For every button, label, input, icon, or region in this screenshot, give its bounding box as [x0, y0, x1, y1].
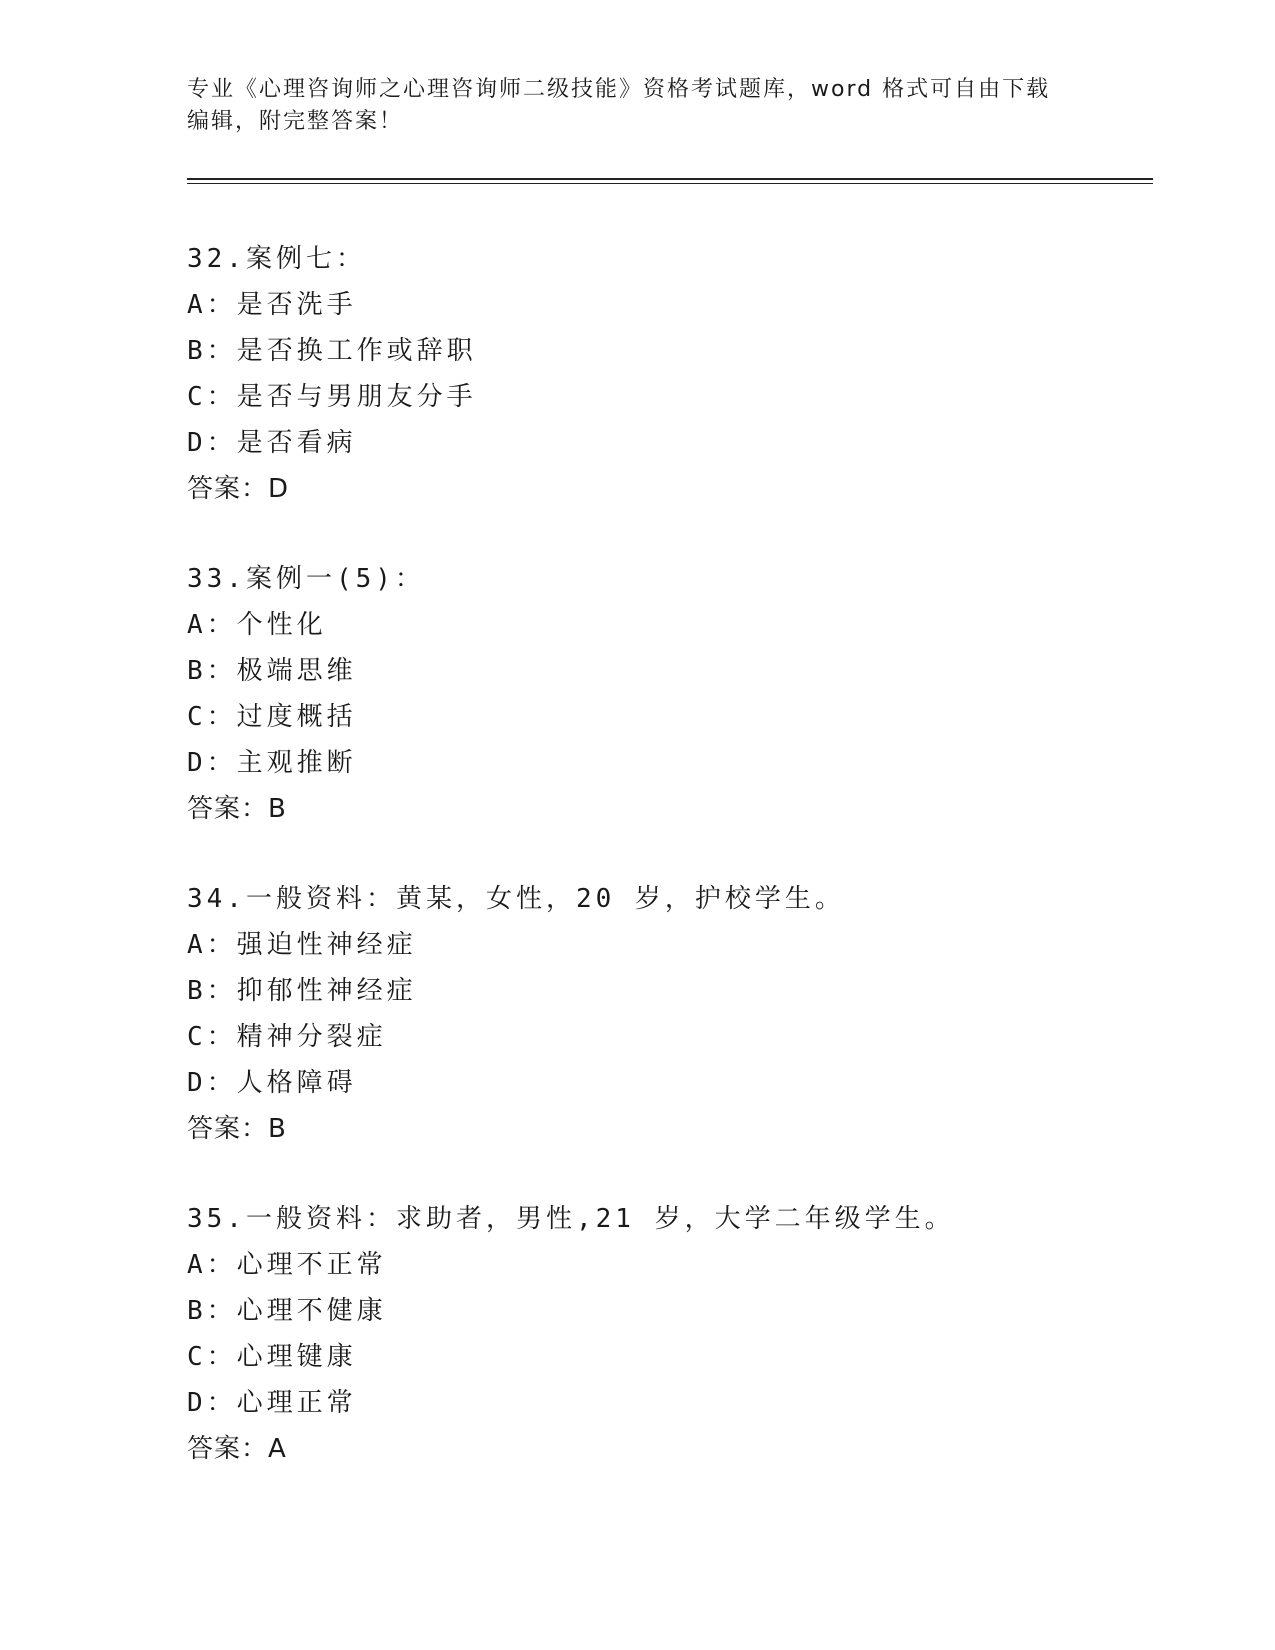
- option-a: A：个性化: [187, 610, 327, 640]
- question-stem: 32.案例七：: [187, 244, 366, 274]
- question-stem: 34.一般资料：黄某，女性，20 岁，护校学生。: [187, 884, 845, 914]
- answer: 答案：D: [187, 474, 290, 504]
- question-33: [187, 556, 1147, 832]
- option-c: C：精神分裂症: [187, 1022, 387, 1052]
- option-a: A：是否洗手: [187, 290, 357, 320]
- option-b: B：抑郁性神经症: [187, 976, 417, 1006]
- option-b: B：是否换工作或辞职: [187, 336, 477, 366]
- option-d: D：心理正常: [187, 1388, 357, 1418]
- question-stem: 33.案例一(5)：: [187, 564, 425, 594]
- question-32: [187, 236, 1147, 512]
- question-34: [187, 876, 1147, 1152]
- question-35: [187, 1196, 1147, 1472]
- header-divider-thin: [187, 183, 1153, 184]
- question-stem: 35.一般资料：求助者，男性,21 岁，大学二年级学生。: [187, 1204, 955, 1234]
- option-b: B：极端思维: [187, 656, 357, 686]
- answer: 答案：B: [187, 1114, 287, 1144]
- option-d: D：是否看病: [187, 428, 357, 458]
- header-divider: [187, 178, 1153, 180]
- option-d: D：人格障碍: [187, 1068, 357, 1098]
- document-header: [187, 74, 1087, 138]
- header-line-2: 编辑，附完整答案！: [187, 109, 404, 134]
- option-a: A：心理不正常: [187, 1250, 387, 1280]
- option-a: A：强迫性神经症: [187, 930, 417, 960]
- question-list: [187, 236, 1147, 1516]
- answer: 答案：B: [187, 794, 287, 824]
- header-line-1: 专业《心理咨询师之心理咨询师二级技能》资格考试题库，word 格式可自由下载: [187, 77, 1051, 102]
- option-d: D：主观推断: [187, 748, 357, 778]
- option-c: C：心理键康: [187, 1342, 357, 1372]
- option-c: C：是否与男朋友分手: [187, 382, 477, 412]
- option-b: B：心理不健康: [187, 1296, 387, 1326]
- answer: 答案：A: [187, 1434, 287, 1464]
- option-c: C：过度概括: [187, 702, 357, 732]
